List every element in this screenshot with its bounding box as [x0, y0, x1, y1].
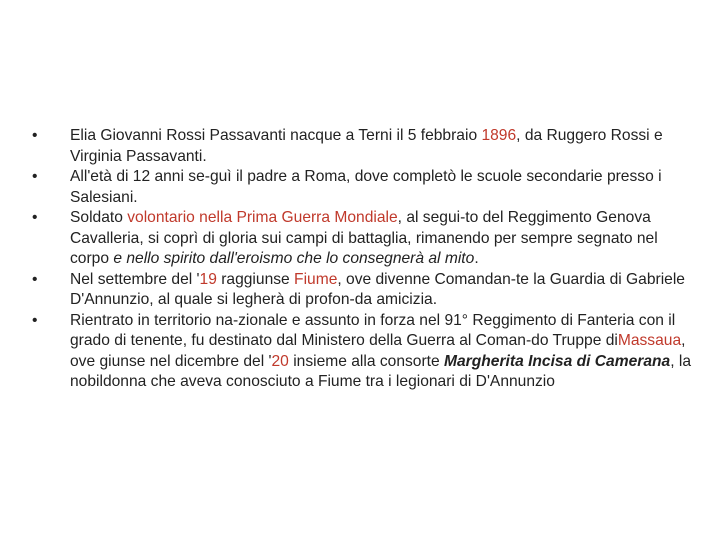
highlighted-text-run: volontario nella Prima Guerra Mondiale	[127, 209, 398, 226]
text-run: raggiunse	[216, 270, 295, 288]
bullet-dot-icon: •	[32, 311, 38, 329]
highlighted-text-run: Fiume	[294, 270, 338, 288]
text-run: Elia Giovanni Rossi Passavanti nacque a Terni il 5 febbraio	[70, 127, 482, 144]
bullet-dot-icon: •	[32, 209, 38, 226]
text-run: Soldato	[70, 209, 128, 226]
highlighted-text-run: 19	[199, 270, 217, 288]
highlighted-text-run: 1896	[481, 127, 517, 144]
text-run: , ove giunse nel dicembre del '	[70, 332, 686, 370]
bullet-dot-icon: •	[32, 168, 38, 185]
text-run: , da Ruggero Rossi e Virginia Passavanti.	[70, 127, 663, 165]
text-run: Nel settembre del '	[70, 270, 200, 288]
highlighted-text-run: 20	[271, 352, 289, 370]
bullet-dot-icon: •	[32, 127, 38, 144]
bullet-dot-icon: •	[32, 270, 38, 288]
highlighted-text-run: Margherita Incisa di Camerana	[444, 352, 671, 370]
bullet-item-5	[32, 311, 692, 393]
text-run: Rientrato in territorio na-zionale e assunto in forza nel 91° Reggimento di Fanteria con il grado di tenente, fu destinato dal Ministero della Guerra al Coman-do Truppe di	[70, 311, 676, 349]
highlighted-text-run: e nello spirito dall'eroismo che lo consegnerà al mito	[113, 250, 475, 267]
text-run: insieme alla consorte	[288, 352, 445, 370]
highlighted-text-run: Massaua	[617, 332, 682, 349]
text-run: , la nobildonna che aveva conosciuto a Fiume tra i legionari di D'Annunzio	[70, 352, 692, 390]
bullet-item-2	[32, 167, 692, 208]
text-run: , ove divenne Comandan-te la Guardia di Gabriele D'Annunzio, al quale si legherà di profon-da amicizia.	[70, 270, 685, 308]
bullet-list	[32, 126, 692, 393]
bullet-item-4	[32, 270, 692, 311]
bullet-item-1	[32, 126, 692, 167]
text-run: , al segui-to del Reggimento Genova Cavalleria, si coprì di gloria sui campi di battaglia, rimanendo per sempre segnato nel corpo	[70, 209, 658, 267]
text-run: .	[474, 250, 479, 267]
bullet-item-3	[32, 208, 692, 270]
text-run: All'età di 12 anni se-guì il padre a Roma, dove completò le scuole secondarie presso i Salesiani.	[70, 168, 662, 206]
